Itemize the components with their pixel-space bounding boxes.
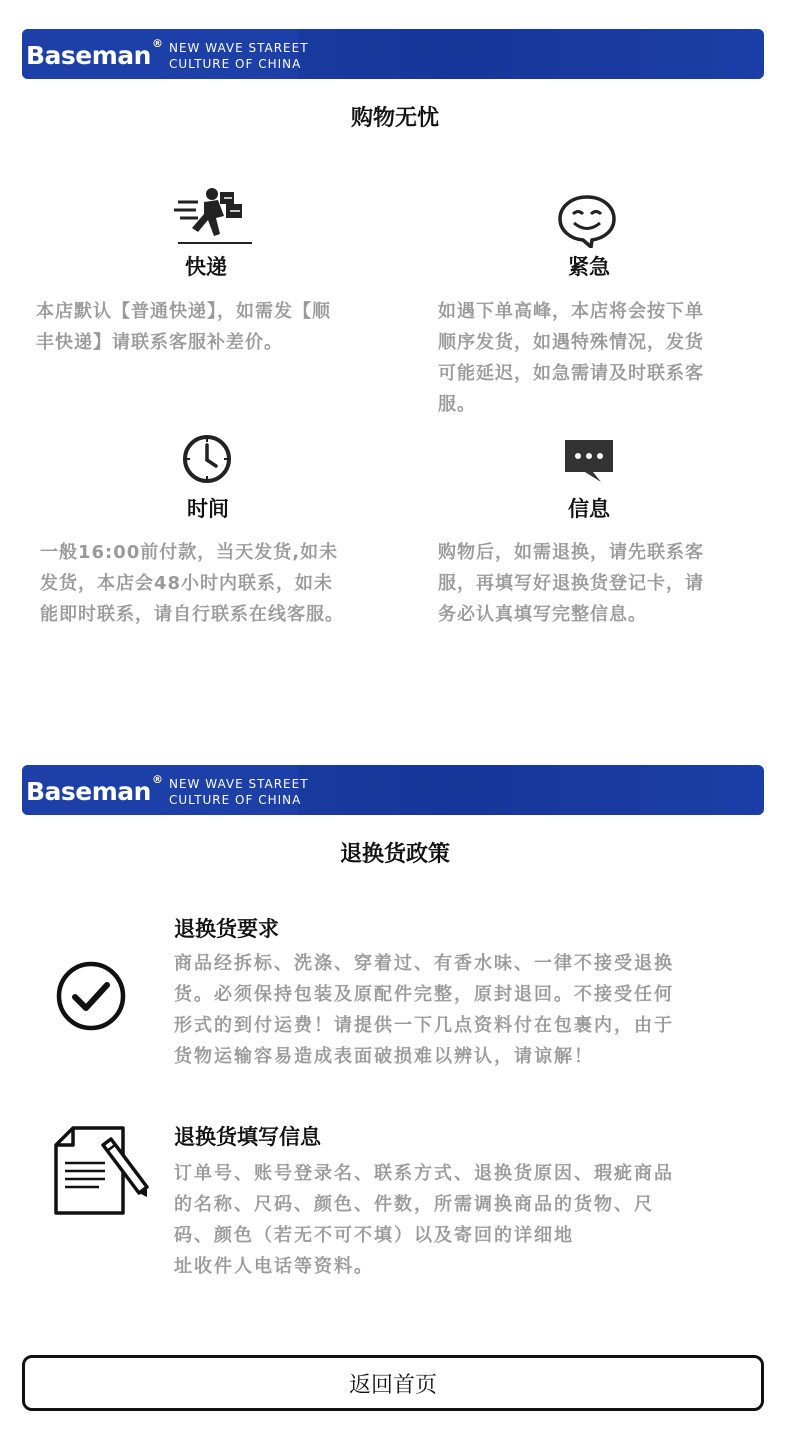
brand-banner-policy — [22, 765, 764, 815]
smiley-face-icon — [557, 194, 617, 248]
feature-text-urgent: 如遇下单高峰，本店将会按下单 顺序发货，如遇特殊情况，发货 可能延迟，如急需请及时联系客 服。 — [438, 301, 704, 415]
feature-text-info: 购物后，如需退换，请先联系客 服，再填写好退换货登记卡，请 务必认真填写完整信息。 — [438, 542, 704, 625]
brand-logo: Baseman® — [26, 36, 163, 70]
feature-title-urgent: 紧急 — [568, 255, 610, 279]
chat-bubble-icon — [563, 438, 615, 484]
back-to-home-button[interactable] — [22, 1355, 764, 1411]
clock-icon — [181, 433, 233, 485]
feature-title-time: 时间 — [187, 497, 229, 521]
document-pen-icon — [53, 1125, 151, 1217]
feature-title-info: 信息 — [568, 497, 610, 521]
brand-banner — [22, 29, 764, 79]
feature-text-time: 一般16:00前付款，当天发货,如未 发货，本店会48小时内联系，如未 能即时联系，请自行联系在线客服。 — [40, 542, 344, 625]
banner-tagline-line2: CULTURE OF CHINA — [169, 57, 302, 71]
shopping-section-title: 购物无忧 — [350, 106, 439, 131]
policy-title-requirements: 退换货要求 — [174, 917, 279, 941]
banner-tagline-line2: CULTURE OF CHINA — [169, 793, 302, 807]
policy-section-title: 退换货政策 — [339, 842, 450, 867]
policy-text-fill-info: 订单号、账号登录名、联系方式、退换货原因、瑕疵商品 的名称、尺码、颜色、件数，所需调换商品的货物、尺 码、颜色（若无不可不填）以及寄回的详细地 址收件人电话等资料。 — [174, 1163, 674, 1277]
brand-logo: Baseman® — [26, 772, 163, 806]
policy-text-requirements: 商品经拆标、洗涤、穿着过、有香水味、一律不接受退换 货。必须保持包装及原配件完整，原封退回。不接受任何 形式的到付运费！请提供一下几点资料付在包裹内，由于 货物运输容易造成表面破损难以辨认，请谅解！ — [174, 953, 674, 1067]
feature-title-express: 快递 — [185, 255, 227, 279]
banner-tagline-line1: NEW WAVE STAREET — [169, 777, 309, 791]
feature-text-express: 本店默认【普通快递】，如需发【顺 丰快递】请联系客服补差价。 — [36, 301, 331, 353]
checkmark-circle-icon — [55, 960, 127, 1032]
banner-tagline-line1: NEW WAVE STAREET — [169, 41, 309, 55]
back-to-home-label: 返回首页 — [348, 1372, 437, 1398]
policy-title-fill-info: 退换货填写信息 — [174, 1125, 321, 1149]
delivery-runner-icon — [174, 186, 254, 246]
